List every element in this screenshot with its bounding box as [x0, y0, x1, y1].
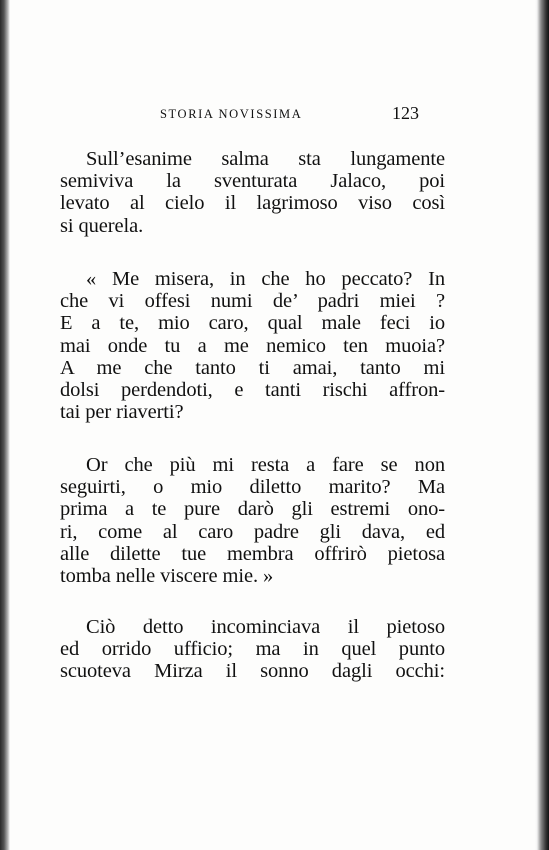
text-line: si querela.	[60, 214, 144, 237]
text-line: tai per riaverti?	[60, 401, 184, 424]
page-right-edge-shadow	[535, 0, 549, 850]
paragraph	[60, 268, 445, 423]
text-line: levato al cielo il lagrimoso viso così	[60, 192, 445, 215]
text-line: Sull’esanime salma sta lungamente	[86, 148, 445, 170]
text-line: dolsi perdendoti, e tanti rischi affron-	[60, 379, 445, 402]
page-header	[160, 103, 430, 125]
text-line: seguirti, o mio diletto marito? Ma	[60, 476, 445, 499]
page-left-edge-shadow	[0, 0, 10, 850]
text-line: prima a te pure darò gli estremi ono-	[60, 498, 445, 521]
running-head: STORIA NOVISSIMA	[160, 107, 303, 121]
text-line: ed orrido ufficio; ma in quel punto	[60, 638, 445, 661]
text-line: alle dilette tue membra offrirò pietosa	[60, 542, 445, 565]
text-line: semiviva la sventurata Jalaco, poi	[60, 170, 445, 193]
text-line: ri, come al caro padre gli dava, ed	[60, 520, 445, 543]
text-line: mai onde tu a me nemico ten muoia?	[60, 334, 445, 357]
page-number: 123	[392, 103, 419, 123]
text-line: « Me misera, in che ho peccato? In	[86, 268, 445, 290]
paragraph	[60, 148, 445, 237]
text-line: che vi offesi numi de’ padri miei ?	[60, 290, 445, 313]
text-line: E a te, mio caro, qual male feci io	[60, 312, 445, 335]
text-line: Ciò detto incominciava il pietoso	[86, 616, 445, 638]
text-line: scuoteva Mirza il sonno dagli occhi:	[60, 660, 445, 683]
paragraph	[60, 454, 445, 587]
text-line: Or che più mi resta a fare se non	[86, 454, 445, 476]
paragraph	[60, 616, 445, 683]
text-line: A me che tanto ti amai, tanto mi	[60, 356, 445, 379]
text-line: tomba nelle viscere mie. »	[60, 565, 274, 588]
